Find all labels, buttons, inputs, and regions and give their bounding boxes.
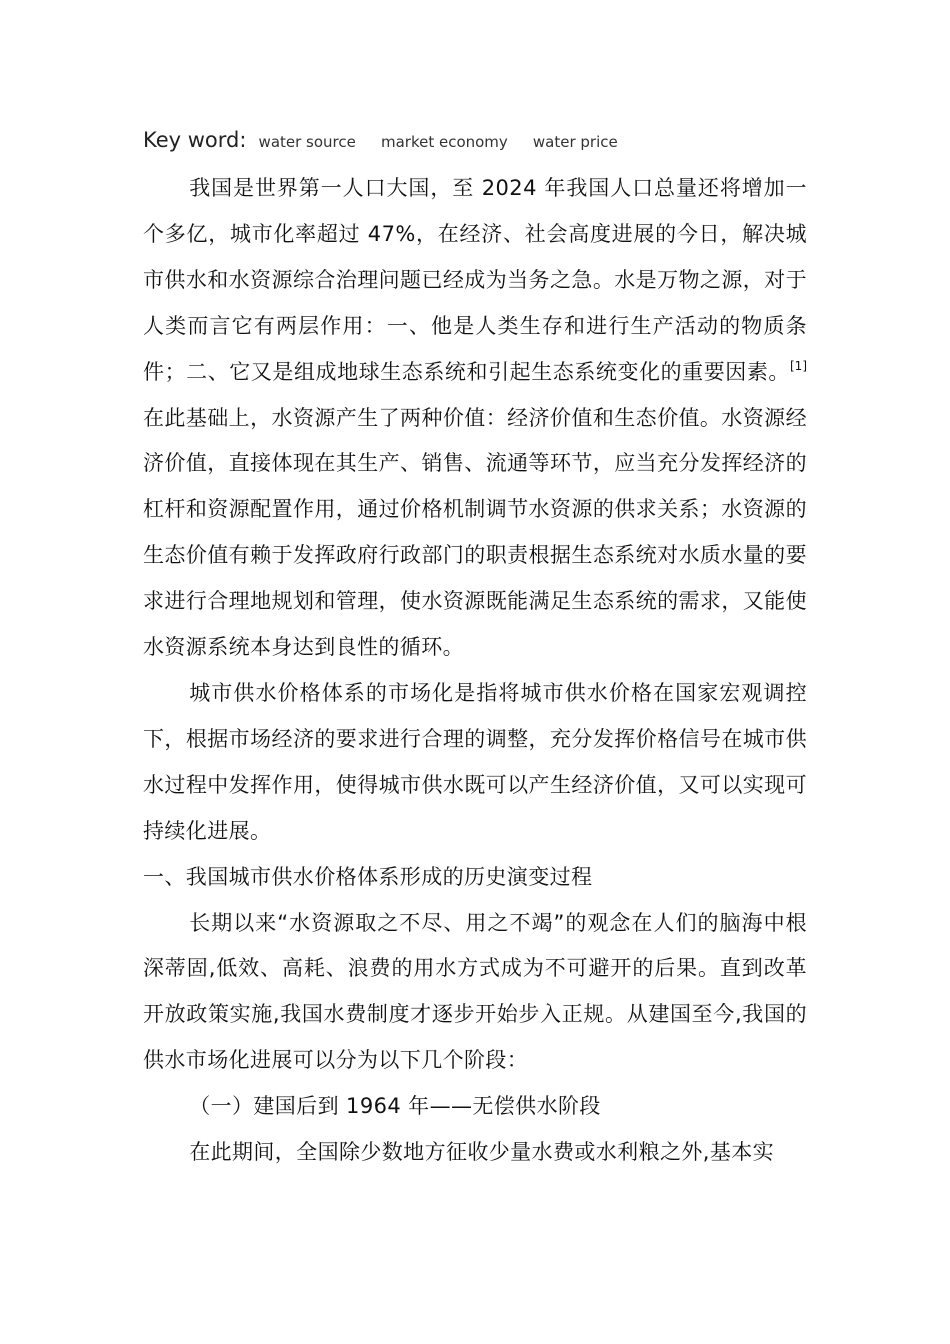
paragraph-text: 我国是世界第一人口大国，至 2024 年我国人口总量还将增加一个多亿，城市化率超过 47%，在经济、社会高度进展的今日，解决城市供水和水资源综合治理问题已经成为当务之急。水是万物之源，对于人类而言它有两层作用：一、他是人类生存和进行生产活动的物质条件；二、它又是组成地球生态系统和引起生态系统变化的重要因素。: [143, 176, 807, 384]
keyword-term: market economy: [380, 133, 508, 151]
body-paragraph: 城市供水价格体系的市场化是指将城市供水价格在国家宏观调控下，根据市场经济的要求进行合理的调整，充分发挥价格信号在城市供水过程中发挥作用，使得城市供水既可以产生经济价值，又可以实现可持续化进展。: [143, 680, 807, 843]
keyword-term: water price: [532, 133, 618, 151]
body-paragraph: [143, 166, 807, 671]
body-paragraph: 在此期间，全国除少数地方征收少量水费或水利粮之外,基本实: [189, 1140, 775, 1165]
paragraph-text: 在此基础上，水资源产生了两种价值：经济价值和生态价值。水资源经济价值，直接体现在其生产、销售、流通等环节，应当充分发挥经济的杠杆和资源配置作用，通过价格机制调节水资源的供求关系；水资源的生态价值有赖于发挥政府行政部门的职责根据生态系统对水质水量的要求进行合理地规划和管理，使水资源既能满足生态系统的需求，又能使水资源系统本身达到良性的循环。: [143, 405, 807, 660]
keywords-label: Key word:: [143, 128, 247, 152]
body-paragraph: 长期以来“水资源取之不尽、用之不竭”的观念在人们的脑海中根深蒂固,低效、高耗、浪费的用水方式成为不可避开的后果。直到改革开放政策实施,我国水费制度才逐步开始步入正规。从建国至今,我国的供水市场化进展可以分为以下几个阶段：: [143, 910, 807, 1073]
keyword-term: water source: [258, 133, 356, 151]
document-body: [143, 122, 807, 1176]
section-heading: 一、我国城市供水价格体系形成的历史演变过程: [143, 864, 593, 889]
keywords-line: [143, 122, 807, 158]
subsection-heading: （一）建国后到 1964 年——无偿供水阶段: [189, 1094, 601, 1119]
citation-marker: [1]: [790, 358, 807, 373]
